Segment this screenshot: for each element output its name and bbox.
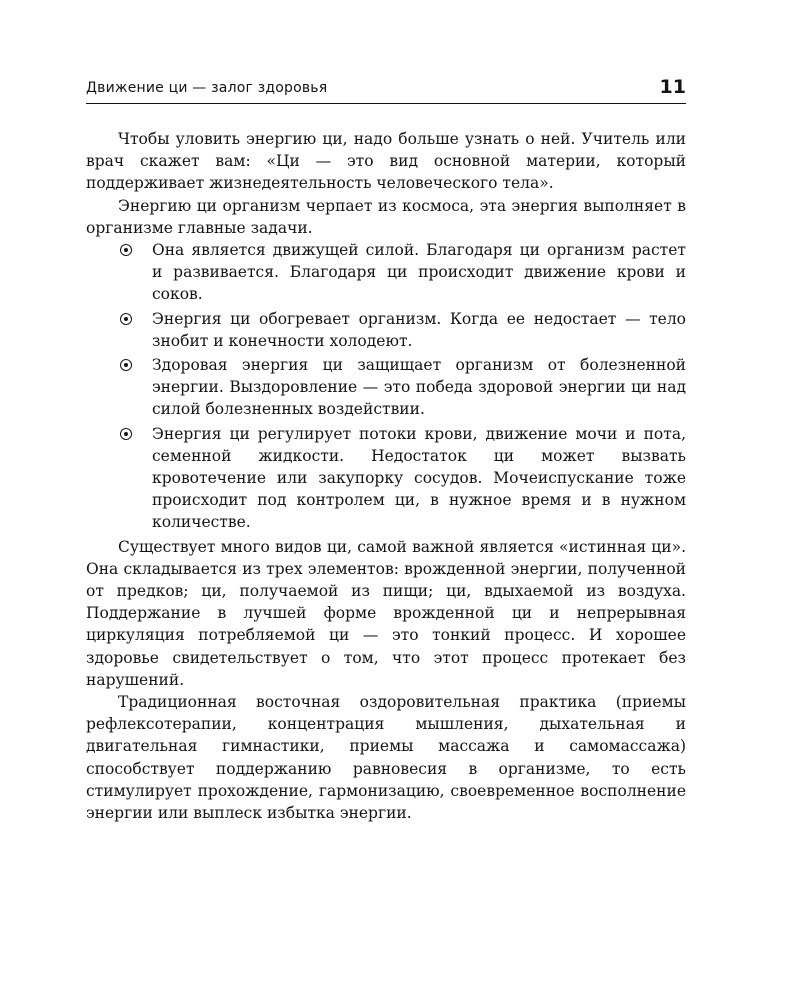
bullet-item-3 xyxy=(152,354,686,421)
bullet-item-4 xyxy=(152,423,686,534)
paragraph-2: Энергию ци организм черпает из космоса, эта энергия выполняет в организме главные задачи. xyxy=(86,196,686,237)
running-title: Движение ци — залог здоровья xyxy=(86,80,328,96)
bullet-item-2 xyxy=(152,308,686,352)
circled-bullet-icon xyxy=(120,359,132,371)
page-header xyxy=(86,76,686,100)
header-rule xyxy=(86,103,686,104)
circled-bullet-icon xyxy=(120,428,132,440)
paragraph-3: Существует много видов ци, самой важной является «истинная ци». Она складывается из трех элементов: врожденной энергии, полученной от предков; ци, получаемой из пищи; ци, вдыхаемой из воздуха. Поддержание в лучшей форме врожденной ци и непрерывная циркуляция потребляемой ци — это тонкий процесс. И хорошее здоровье свидетельствует о том, что этот процесс протекает без нарушений. xyxy=(86,537,686,689)
bullet-text: Она является движущей силой. Благодаря ци организм растет и развивается. Благодаря ци происходит движение крови и соков. xyxy=(152,241,686,304)
bullet-text: Энергия ци обогревает организм. Когда ее недостает — тело знобит и конечности холодеют. xyxy=(152,309,686,350)
bullet-text: Здоровая энергия ци защищает организм от болезненной энергии. Выздоровление — это победа здоровой энергии ци над силой болезненных воздействии. xyxy=(152,356,686,419)
body-text xyxy=(86,128,686,824)
paragraph-4: Традиционная восточная оздоровительная практика (приемы рефлексотерапии, концентрация мышления, дыхательная и двигательная гимнастики, приемы массажа и самомассажа) способствует поддержанию равновесия в организме, то есть стимулирует прохождение, гармонизацию, своевременное восполнение энергии или выплеск избытка энергии. xyxy=(86,693,686,823)
page-number: 11 xyxy=(659,76,686,98)
bullet-item-1 xyxy=(152,239,686,306)
circled-bullet-icon xyxy=(120,313,132,325)
bullet-list xyxy=(86,239,686,534)
circled-bullet-icon xyxy=(120,244,132,256)
bullet-text: Энергия ци регулирует потоки крови, движение мочи и пота, семенной жидкости. Недостаток ци может вызвать кровотечение или закупорку сосудов. Мочеиспускание тоже происходит под контролем ци, в нужное время и в нужном количестве. xyxy=(152,424,686,532)
paragraph-1: Чтобы уловить энергию ци, надо больше узнать о ней. Учитель или врач скажет вам: «Ци — это вид основной материи, который поддерживает жизнедеятельность человеческого тела». xyxy=(86,130,686,193)
